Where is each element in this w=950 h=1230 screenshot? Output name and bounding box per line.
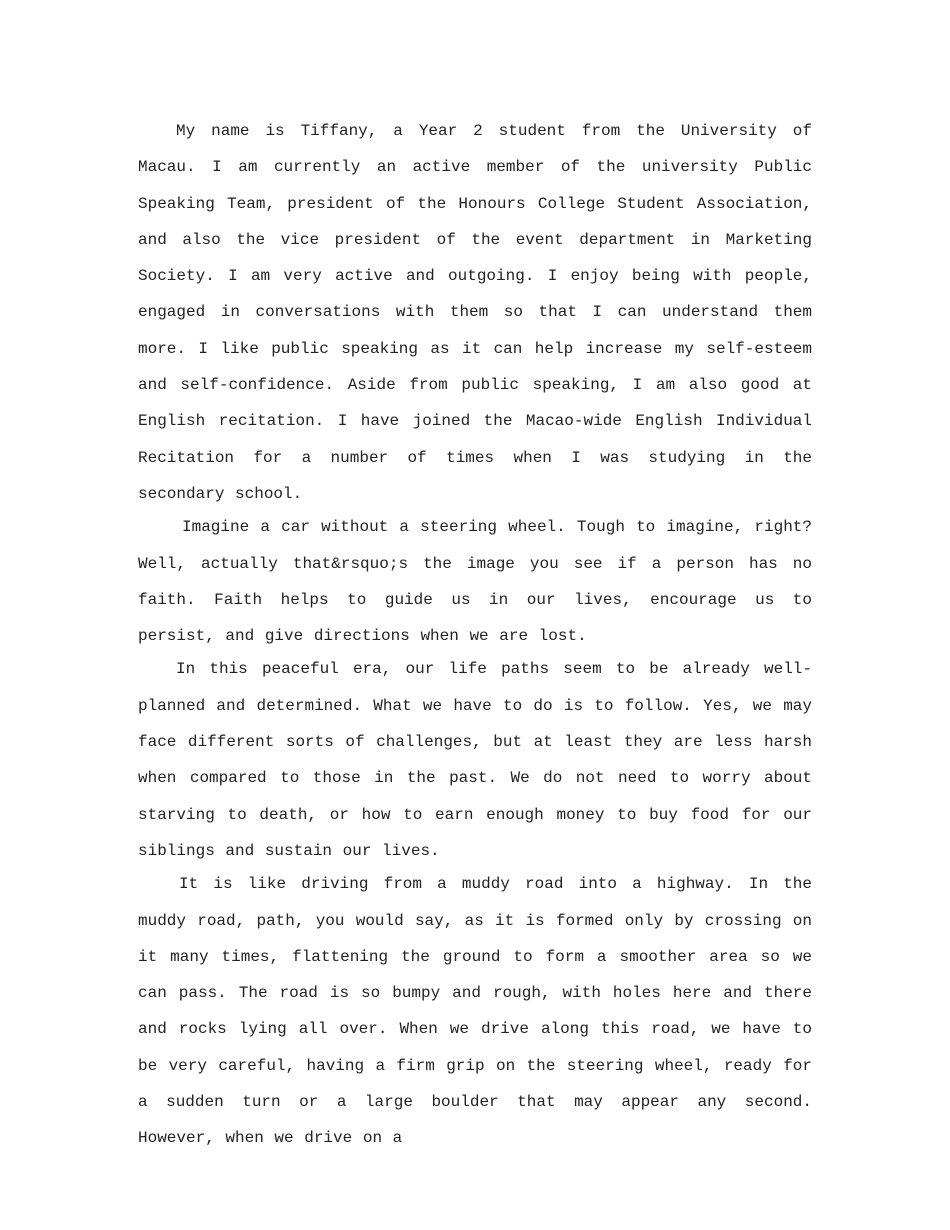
paragraph-muddy-road: It is like driving from a muddy road into a highway. In the muddy road, path, you would say, as it is formed only by crossing on it many times, flattening the ground to form a smoother area so we can pass. The road is so bumpy and rough, with holes here and there and rocks lying all over. When we drive along this road, we have to be very careful, having a firm grip on the steering wheel, ready for a sudden turn or a large boulder that may appear any second. However, when we drive on a [138,875,812,1148]
paragraph-steering-wheel: Imagine a car without a steering wheel. Tough to imagine, right? Well, actually that&rsquo;s the image you see if a person has no faith. Faith helps to guide us in our lives, encourage us to persist, and give directions when we are lost. [138,518,812,646]
document-body [138,113,812,1157]
paragraph-peaceful-era: In this peaceful era, our life paths seem to be already well-planned and determined. What we have to do is to follow. Yes, we may face different sorts of challenges, but at least they are less harsh when compared to those in the past. We do not need to worry about starving to death, or how to earn enough money to buy food for our siblings and sustain our lives. [138,660,812,860]
paragraph-intro: My name is Tiffany, a Year 2 student from the University of Macau. I am currently an active member of the university Public Speaking Team, president of the Honours College Student Association, and also the vice president of the event department in Marketing Society. I am very active and outgoing. I enjoy being with people, engaged in conversations with them so that I can understand them more. I like public speaking as it can help increase my self-esteem and self-confidence. Aside from public speaking, I am also good at English recitation. I have joined the Macao-wide English Individual Recitation for a number of times when I was studying in the secondary school. [138,122,812,503]
